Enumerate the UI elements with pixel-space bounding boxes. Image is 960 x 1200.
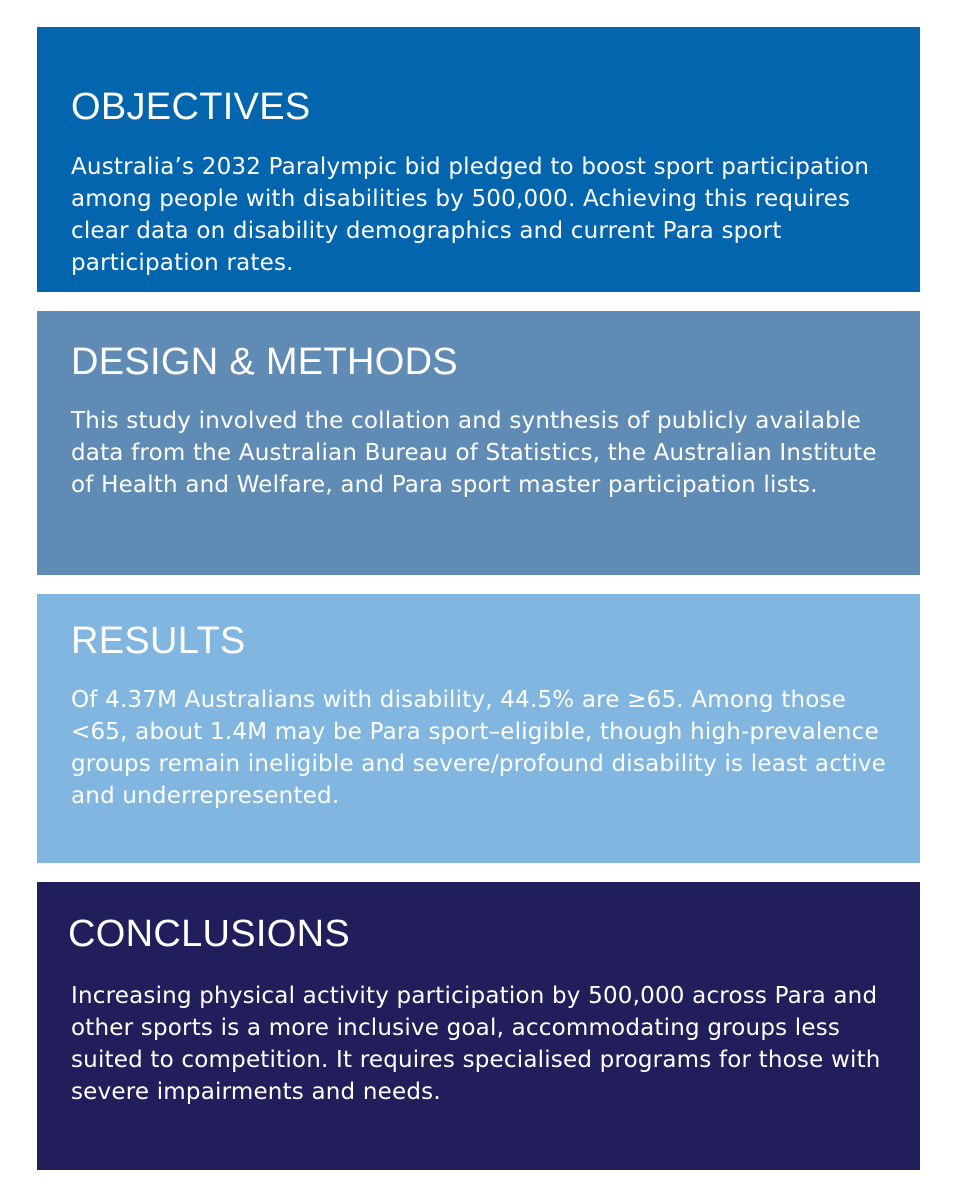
results-heading: RESULTS	[71, 620, 246, 662]
design-methods-body: This study involved the collation and synthesis of publicly available data from the Australian Bureau of Statistics, the Australian Institute of Health and Welfare, and Para sport master participation lists.	[71, 408, 877, 498]
design-methods-heading: DESIGN & METHODS	[71, 341, 458, 383]
conclusions-heading: CONCLUSIONS	[68, 913, 351, 955]
objectives-body: Australia’s 2032 Paralympic bid pledged to boost sport participation among people with disabilities by 500,000. Achieving this requires clear data on disability demographics and current Para sport participation rates.	[71, 154, 870, 276]
objectives-panel	[37, 27, 920, 292]
results-panel	[37, 594, 920, 863]
conclusions-panel	[37, 882, 920, 1170]
design-methods-panel	[37, 311, 920, 575]
objectives-heading: OBJECTIVES	[71, 86, 311, 128]
results-body: Of 4.37M Australians with disability, 44.5% are ≥65. Among those <65, about 1.4M may be Para sport–eligible, though high-prevalence groups remain ineligible and severe/profound disability is least active and underrepresented.	[71, 687, 887, 809]
conclusions-body: Increasing physical activity participation by 500,000 across Para and other sports is a more inclusive goal, accommodating groups less suited to competition. It requires specialised programs for those with severe impairments and needs.	[71, 983, 881, 1105]
